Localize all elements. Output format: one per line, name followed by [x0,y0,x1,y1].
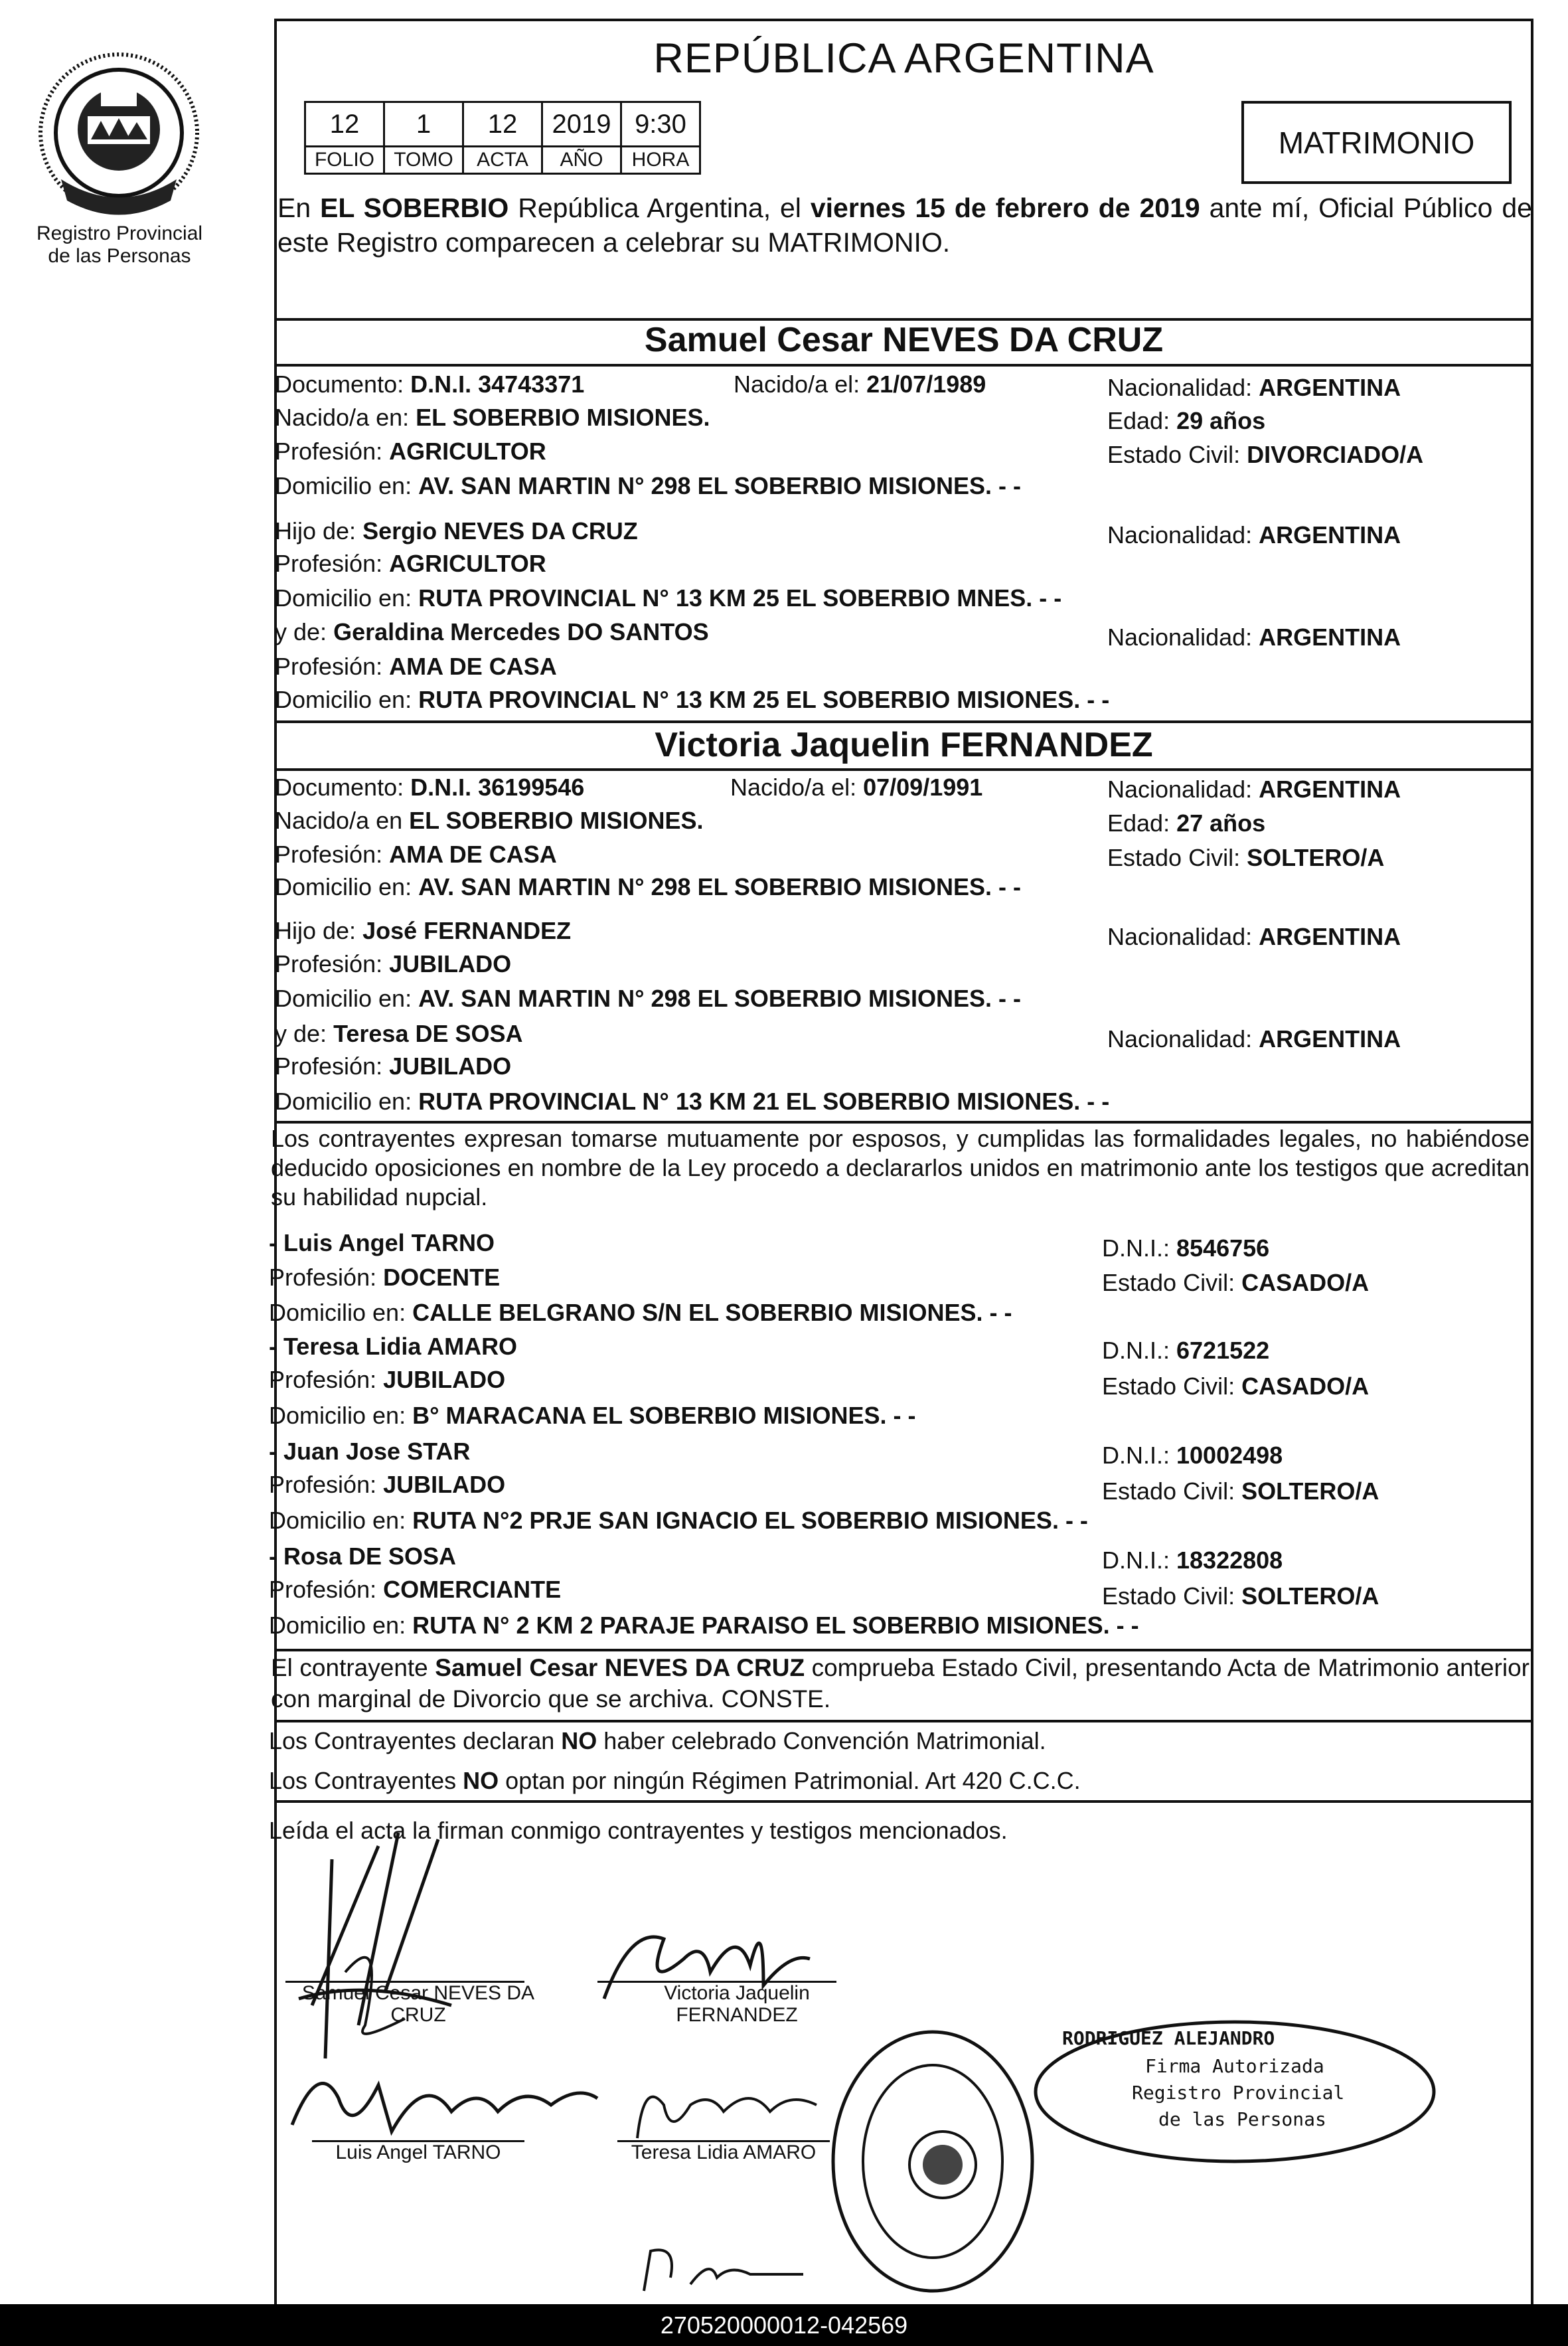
witness-4-address: Domicilio en: RUTA N° 2 KM 2 PARAJE PARAISO EL SOBERBIO MISIONES. - - [269,1612,1139,1639]
witness-2-name: - Teresa Lidia AMARO [269,1333,518,1360]
bride-father: Hijo de: José FERNANDEZ [275,917,572,944]
witness-1-dni: D.N.I.: 8546756 [1102,1234,1270,1262]
divider-declaration [274,1121,1533,1124]
year-value: 2019 [542,102,621,147]
bride-father-address: Domicilio en: AV. SAN MARTIN N° 298 EL SOBERBIO MISIONES. - - [275,985,1021,1012]
regime-note: Los Contrayentes NO optan por ningún Régimen Patrimonial. Art 420 C.C.C. [269,1767,1081,1794]
witness-2-dni: D.N.I.: 6721522 [1102,1337,1270,1364]
groom-father-profession: Profesión: AGRICULTOR [275,550,546,577]
year-label: AÑO [542,147,621,174]
bride-civil-status: Estado Civil: SOLTERO/A [1107,844,1385,871]
official-initials-signature [637,2238,830,2298]
witness-3-dni: D.N.I.: 10002498 [1102,1442,1283,1469]
witness-3-civil-status: Estado Civil: SOLTERO/A [1102,1477,1379,1505]
witness-1-civil-status: Estado Civil: CASADO/A [1102,1269,1370,1296]
divider-bride-top [274,720,1533,723]
bride-birthplace: Nacido/a en EL SOBERBIO MISIONES. [275,807,704,834]
groom-name: Samuel Cesar NEVES DA CRUZ [644,321,1164,359]
groom-address: Domicilio en: AV. SAN MARTIN N° 298 EL SOBERBIO MISIONES. - - [275,472,1021,499]
witness-1-signature-line [312,2140,524,2142]
declaration-paragraph: Los contrayentes expresan tomarse mutuamente por esposos, y cumplidas las formalidades legales, no habiéndose deducido oposiciones en nombre de la Ley procedo a declararlos unidos en matrimonio ante los testigos que acreditan su habilidad nupcial. [271,1125,1529,1211]
acta-value: 12 [463,102,542,147]
tomo-value: 1 [384,102,463,147]
witness-4-dni: D.N.I.: 18322808 [1102,1547,1283,1574]
witness-2-signature [624,2065,823,2151]
intro-text-1: En [277,193,321,223]
bride-birth-date: Nacido/a el: 07/09/1991 [730,774,983,801]
hour-value: 9:30 [621,102,700,147]
divider-convention [274,1720,1533,1722]
logo-caption-line1: Registro Provincial [36,222,203,244]
witness-3-profession: Profesión: JUBILADO [269,1471,506,1498]
intro-date: viernes 15 de febrero de 2019 [810,193,1200,223]
civil-status-note: El contrayente Samuel Cesar NEVES DA CRUZ comprueba Estado Civil, presentando Acta de Matrimonio anterior con marginal de Divorcio que se archiva. CONSTE. [271,1654,1529,1713]
witness-2-address: Domicilio en: B° MARACANA EL SOBERBIO MISIONES. - - [269,1402,916,1429]
divider-signatures [274,1800,1533,1803]
witness-2-civil-status: Estado Civil: CASADO/A [1102,1373,1370,1400]
witness-1-signature-label: Luis Angel TARNO [335,2141,501,2163]
groom-mother-nationality: Nacionalidad: ARGENTINA [1107,624,1401,651]
intro-paragraph [277,191,1532,260]
groom-signature-label: Samuel Cesar NEVES DA CRUZ [301,1982,535,2026]
bride-mother: y de: Teresa DE SOSA [275,1020,523,1047]
groom-age: Edad: 29 años [1107,407,1266,434]
bride-address: Domicilio en: AV. SAN MARTIN N° 298 EL SOBERBIO MISIONES. - - [275,873,1021,900]
logo-caption-line2: de las Personas [48,245,191,267]
reading-note: Leída el acta la firman conmigo contrayentes y testigos mencionados. [269,1817,1008,1844]
bride-nationality: Nacionalidad: ARGENTINA [1107,776,1401,803]
groom-father: Hijo de: Sergio NEVES DA CRUZ [275,517,638,545]
intro-text-3: ante mí, Oficial Público de este Registro comparecen a celebrar su MATRIMONIO. [277,193,1532,258]
bride-age: Edad: 27 años [1107,809,1266,837]
document-type-box: MATRIMONIO [1241,101,1512,184]
bride-mother-profession: Profesión: JUBILADO [275,1052,512,1080]
witness-2-signature-line [617,2140,830,2142]
witness-1-address: Domicilio en: CALLE BELGRANO S/N EL SOBERBIO MISIONES. - - [269,1299,1012,1326]
divider-top [274,19,1533,21]
witness-3-address: Domicilio en: RUTA N°2 PRJE SAN IGNACIO EL SOBERBIO MISIONES. - - [269,1507,1088,1534]
convention-note: Los Contrayentes declaran NO haber celebrado Convención Matrimonial. [269,1727,1046,1754]
groom-birthplace: Nacido/a en: EL SOBERBIO MISIONES. [275,404,710,431]
witness-1-signature [279,2045,611,2151]
witness-4-profession: Profesión: COMERCIANTE [269,1576,562,1603]
delegation-seal-stamp [826,2025,1039,2298]
official-stamp-name: RODRIGUEZ ALEJANDRO [1062,2027,1275,2049]
official-stamp-line4: de las Personas [1158,2108,1326,2130]
divider-bride-name [274,768,1533,771]
intro-place: EL SOBERBIO [320,193,509,223]
groom-signature [285,1806,498,2072]
registry-info-table [304,101,701,175]
witness-1-profession: Profesión: DOCENTE [269,1264,501,1291]
bride-profession: Profesión: AMA DE CASA [275,841,557,868]
groom-birth-date: Nacido/a el: 21/07/1989 [734,371,986,398]
bride-mother-nationality: Nacionalidad: ARGENTINA [1107,1025,1401,1052]
groom-father-address: Domicilio en: RUTA PROVINCIAL N° 13 KM 25 EL SOBERBIO MNES. - - [275,584,1062,612]
official-stamp-line3: Registro Provincial [1132,2082,1345,2104]
registry-logo-caption [20,222,219,268]
witness-1-name: - Luis Angel TARNO [269,1229,495,1256]
tomo-label: TOMO [384,147,463,174]
provincial-seal-logo [35,46,204,226]
folio-label: FOLIO [305,147,384,174]
document-footer-code: 270520000012-042569 [0,2304,1568,2346]
witness-2-profession: Profesión: JUBILADO [269,1366,506,1393]
bride-father-profession: Profesión: JUBILADO [275,950,512,977]
divider-civil-check [274,1649,1533,1651]
groom-signature-line [285,1981,524,1983]
divider-groom-name [274,364,1533,367]
bride-signature-line [597,1981,836,1983]
hour-label: HORA [621,147,700,174]
groom-document: Documento: D.N.I. 34743371 [275,371,585,398]
witness-4-name: - Rosa DE SOSA [269,1543,457,1570]
folio-value: 12 [305,102,384,147]
witness-4-civil-status: Estado Civil: SOLTERO/A [1102,1582,1379,1610]
bride-name: Victoria Jaquelin FERNANDEZ [655,726,1153,764]
groom-mother-address: Domicilio en: RUTA PROVINCIAL N° 13 KM 25 EL SOBERBIO MISIONES. - - [275,686,1110,713]
bride-father-nationality: Nacionalidad: ARGENTINA [1107,923,1401,950]
acta-label: ACTA [463,147,542,174]
page-title: REPÚBLICA ARGENTINA [653,35,1154,82]
witness-2-signature-label: Teresa Lidia AMARO [631,2141,817,2163]
bride-signature-label: Victoria Jaquelin FERNANDEZ [664,1982,810,2026]
bride-document: Documento: D.N.I. 36199546 [275,774,585,801]
official-stamp-line2: Firma Autorizada [1145,2055,1324,2077]
witness-3-name: - Juan Jose STAR [269,1438,471,1465]
bride-mother-address: Domicilio en: RUTA PROVINCIAL N° 13 KM 21 EL SOBERBIO MISIONES. - - [275,1088,1110,1115]
groom-mother: y de: Geraldina Mercedes DO SANTOS [275,618,709,645]
intro-text-2: República Argentina, el [509,193,811,223]
groom-nationality: Nacionalidad: ARGENTINA [1107,374,1401,401]
groom-father-nationality: Nacionalidad: ARGENTINA [1107,521,1401,548]
groom-civil-status: Estado Civil: DIVORCIADO/A [1107,441,1424,468]
groom-mother-profession: Profesión: AMA DE CASA [275,653,557,680]
groom-profession: Profesión: AGRICULTOR [275,438,546,465]
